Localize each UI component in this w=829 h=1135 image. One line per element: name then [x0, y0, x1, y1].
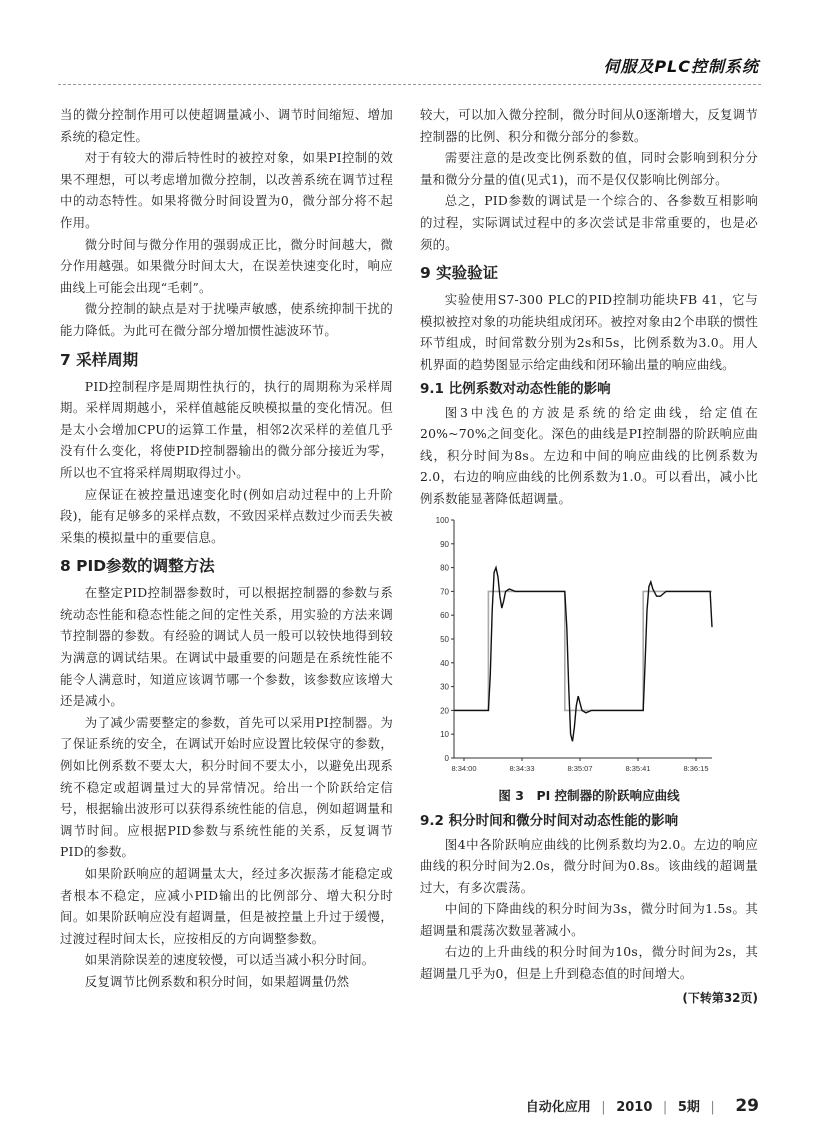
journal-name: 自动化应用 — [525, 1100, 591, 1115]
left-column — [60, 104, 393, 993]
paragraph: 对于有较大的滞后特性时的被控对象，如果PI控制的效果不理想，可以考虑增加微分控制，以改善系统在调节过程中的动态特性。如果将微分时间设置为0，微分部分将不起作用。 — [60, 150, 393, 230]
response-line — [454, 567, 712, 741]
chart-lines — [454, 567, 712, 741]
paragraph: 当的微分控制作用可以使超调量减小、调节时间缩短、增加系统的稳定性。 — [60, 107, 393, 144]
step-response-chart — [420, 514, 758, 784]
subsection-heading-9-1: 9.1 比例系数对动态性能的影响 — [420, 380, 611, 397]
footer-separator: | — [710, 1100, 715, 1115]
y-tick-label: 90 — [440, 539, 449, 549]
y-tick-label: 40 — [440, 658, 449, 668]
paragraph: 为了减少需要整定的参数，首先可以采用PI控制器。为了保证系统的安全，在调试开始时应设置比较保守的参数，例如比例系数不要太大，积分时间不要太小，以避免出现系统不稳定或超调量过大的异常情况。给出一个阶跃给定信号，根据输出波形可以获得系统性能的信息，例如超调量和调节时间。应根据PID参数与系统性能的关系，反复调节PID的参数。 — [60, 714, 393, 860]
figure-caption: 图 3 PI 控制器的阶跃响应曲线 — [498, 787, 680, 803]
paragraph: 反复调节比例系数和积分时间，如果超调量仍然 — [84, 973, 350, 989]
right-column — [420, 104, 758, 1006]
header-rule — [58, 84, 761, 85]
y-tick-label: 50 — [440, 634, 449, 644]
chart-ticks — [436, 516, 709, 773]
y-tick-label: 30 — [440, 682, 449, 692]
footer-separator: | — [662, 1100, 668, 1115]
paragraph: 图3中浅色的方波是系统的给定曲线，给定值在20%~70%之间变化。深色的曲线是PI控制器的阶跃响应曲线，积分时间为8s。左边和中间的响应曲线的比例系数为2.0，右边的响应曲线的比例系数为1.0。可以看出，减小比例系数能显著降低超调量。 — [420, 404, 758, 506]
x-tick-label: 8:36:15 — [683, 763, 709, 773]
y-tick-label: 10 — [440, 729, 449, 739]
paragraph: 微分时间与微分作用的强弱成正比，微分时间越大，微分作用越强。如果微分时间太大，在误差快速变化时，响应曲线上可能会出现“毛刺”。 — [60, 236, 393, 295]
page-number: 29 — [735, 1096, 759, 1116]
paragraph: 中间的下降曲线的积分时间为3s，微分时间为1.5s。其超调量和震荡次数显著减小。 — [420, 901, 758, 938]
section-heading-8: 8 PID参数的调整方法 — [60, 557, 215, 576]
paragraph: 微分控制的缺点是对于扰噪声敏感，使系统抑制干扰的能力降低。为此可在微分部分增加惯性滤波环节。 — [60, 301, 393, 338]
y-tick-label: 100 — [435, 515, 449, 525]
x-tick-label: 8:34:33 — [509, 763, 535, 773]
paragraph: 较大，可以加入微分控制，微分时间从0逐渐增大，反复调节控制器的比例、积分和微分部分的参数。 — [420, 107, 758, 144]
figure-3 — [420, 514, 758, 784]
x-tick-label: 8:34:00 — [451, 763, 477, 773]
y-tick-label: 20 — [440, 705, 449, 715]
paragraph: 实验使用S7-300 PLC的PID控制功能块FB 41，它与模拟被控对象的功能块组成闭环。被控对象由2个串联的惯性环节组成，时间常数分别为2s和5s，比例系数为3.0。用人机界面的趋势图显示给定曲线和闭环输出量的响应曲线。 — [420, 292, 758, 372]
y-tick-label: 0 — [444, 753, 449, 763]
paragraph: 右边的上升曲线的积分时间为10s，微分时间为2s，其超调量几乎为0，但是上升到稳态值的时间增大。 — [420, 944, 758, 982]
journal-year: 2010 — [616, 1100, 653, 1115]
paragraph: PID控制程序是周期性执行的，执行的周期称为采样周期。采样周期越小，采样值越能反映模拟量的变化情况。但是太小会增加CPU的运算工作量，相邻2次采样的差值几乎没有什么变化，将使PID控制器输出的微分部分接近为零，所以也不宜将采样周期取得过小。 — [60, 378, 393, 480]
y-tick-label: 60 — [440, 610, 449, 620]
running-header: 伺服及PLC控制系统 — [603, 57, 759, 76]
subsection-heading-9-2: 9.2 积分时间和微分时间对动态性能的影响 — [420, 812, 679, 829]
paragraph: 如果消除误差的速度较慢，可以适当减小积分时间。 — [84, 952, 375, 968]
chart-axes — [454, 520, 712, 758]
footer-separator: | — [601, 1100, 606, 1115]
paragraph: 应保证在被控量迅速变化时(例如启动过程中的上升阶段)，能有足够多的采样点数，不致因采样点数过少而丢失被采集的模拟量中的重要信息。 — [60, 486, 393, 545]
page-footer — [526, 1096, 759, 1116]
x-tick-label: 8:35:07 — [567, 763, 593, 773]
section-heading-9: 9 实验验证 — [420, 264, 499, 283]
x-tick-label: 8:35:41 — [625, 763, 651, 773]
continued-note: (下转第32页) — [682, 990, 758, 1005]
journal-issue: 5期 — [677, 1100, 700, 1115]
y-tick-label: 80 — [440, 563, 449, 573]
paragraph: 如果阶跃响应的超调量太大，经过多次振荡才能稳定或者根本不稳定，应减小PID输出的比例部分、增大积分时间。如果阶跃响应没有超调量，但是被控量上升过于缓慢，过渡过程时间太长，应按相反的方向调整参数。 — [60, 866, 393, 946]
paragraph: 图4中各阶跃响应曲线的比例系数均为2.0。左边的响应曲线的积分时间为2.0s，微分时间为0.8s。该曲线的超调量过大，有多次震荡。 — [420, 836, 758, 895]
paragraph: 需要注意的是改变比例系数的值，同时会影响到积分分量和微分分量的值(见式1)，而不是仅仅影响比例部分。 — [420, 150, 758, 187]
paragraph: 总之，PID参数的调试是一个综合的、各参数互相影响的过程，实际调试过程中的多次尝试是非常重要的，也是必须的。 — [420, 193, 758, 252]
section-heading-7: 7 采样周期 — [60, 350, 139, 369]
paragraph: 在整定PID控制器参数时，可以根据控制器的参数与系统动态性能和稳态性能之间的定性关系，用实验的方法来调节控制器的参数。有经验的调试人员一般可以较快地得到较为满意的调试结果。在调试中最重要的问题是在系统性能不能令人满意时，知道应该调节哪一个参数，该参数应该增大还是减小。 — [60, 585, 393, 709]
y-tick-label: 70 — [440, 586, 449, 596]
